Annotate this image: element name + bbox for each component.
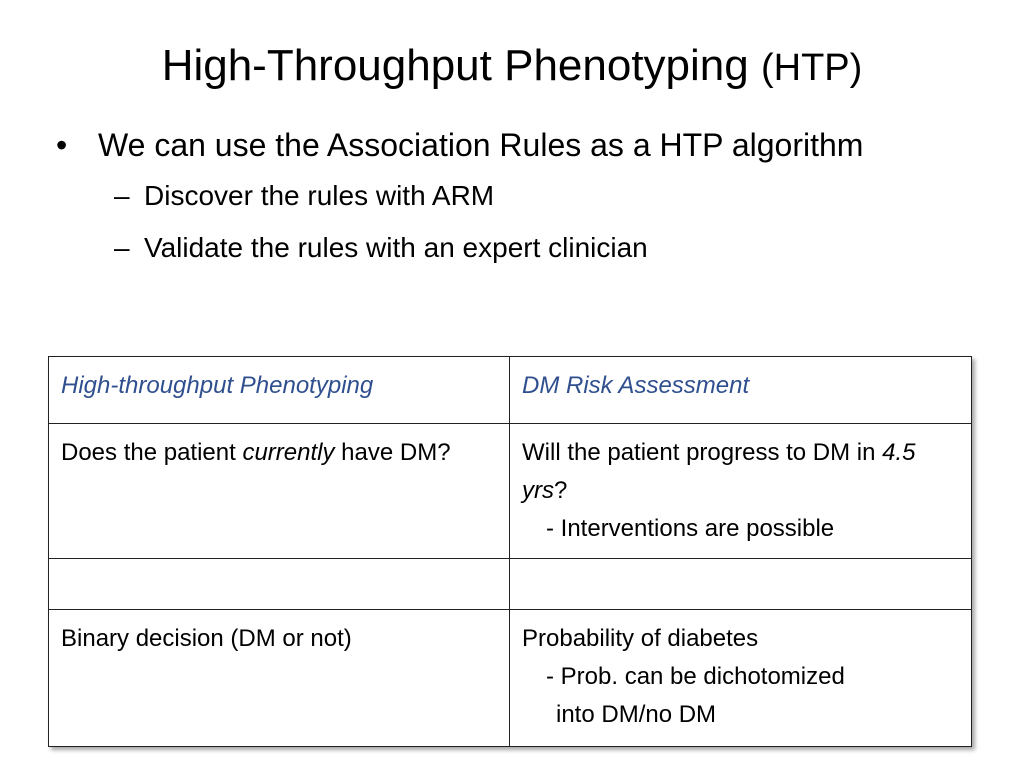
subbullet-text: Validate the rules with an expert clinician: [144, 232, 648, 263]
header-cell-htp: High-throughput Phenotyping: [49, 357, 510, 424]
subbullet-marker: –: [114, 232, 130, 263]
bullet-list: [56, 124, 976, 266]
bullet-text: We can use the Association Rules as a HTP algorithm: [98, 127, 864, 163]
table-cell: [510, 610, 972, 747]
subbullet-item: [114, 230, 976, 266]
header-cell-dm-risk: DM Risk Assessment: [510, 357, 972, 424]
cell-emphasis: 4.5 yrs: [522, 439, 916, 504]
table-row: [49, 424, 972, 559]
cell-text: have DM?: [334, 439, 451, 466]
cell-subline: - Interventions are possible: [546, 515, 835, 542]
table-row: [49, 610, 972, 747]
cell-text: Does the patient: [61, 439, 243, 466]
table-cell: [510, 559, 972, 610]
title-suffix: (HTP): [760, 47, 863, 89]
subbullet-marker: –: [114, 180, 130, 211]
subbullet-text: Discover the rules with ARM: [144, 180, 495, 211]
table-header-row: [49, 357, 972, 424]
table-cell: [49, 424, 510, 559]
bullet-marker: •: [56, 127, 68, 163]
cell-subline: - Prob. can be dichotomized: [546, 663, 845, 690]
cell-text: ?: [554, 477, 568, 504]
subbullet-item: [114, 178, 976, 214]
bullet-item: [56, 124, 976, 166]
table-cell: Binary decision (DM or not): [49, 610, 510, 747]
slide-title: [0, 38, 1024, 96]
table-cell: [510, 424, 972, 559]
cell-subline: into DM/no DM: [556, 701, 717, 728]
title-main: High-Throughput Phenotyping: [161, 41, 761, 90]
table-row-empty: [49, 559, 972, 610]
cell-line: Probability of diabetes: [522, 625, 759, 652]
comparison-table: [48, 356, 972, 747]
cell-line: [522, 434, 959, 510]
table-cell: [49, 559, 510, 610]
cell-text: Will the patient progress to DM in: [522, 439, 883, 466]
cell-emphasis: currently: [242, 439, 335, 466]
